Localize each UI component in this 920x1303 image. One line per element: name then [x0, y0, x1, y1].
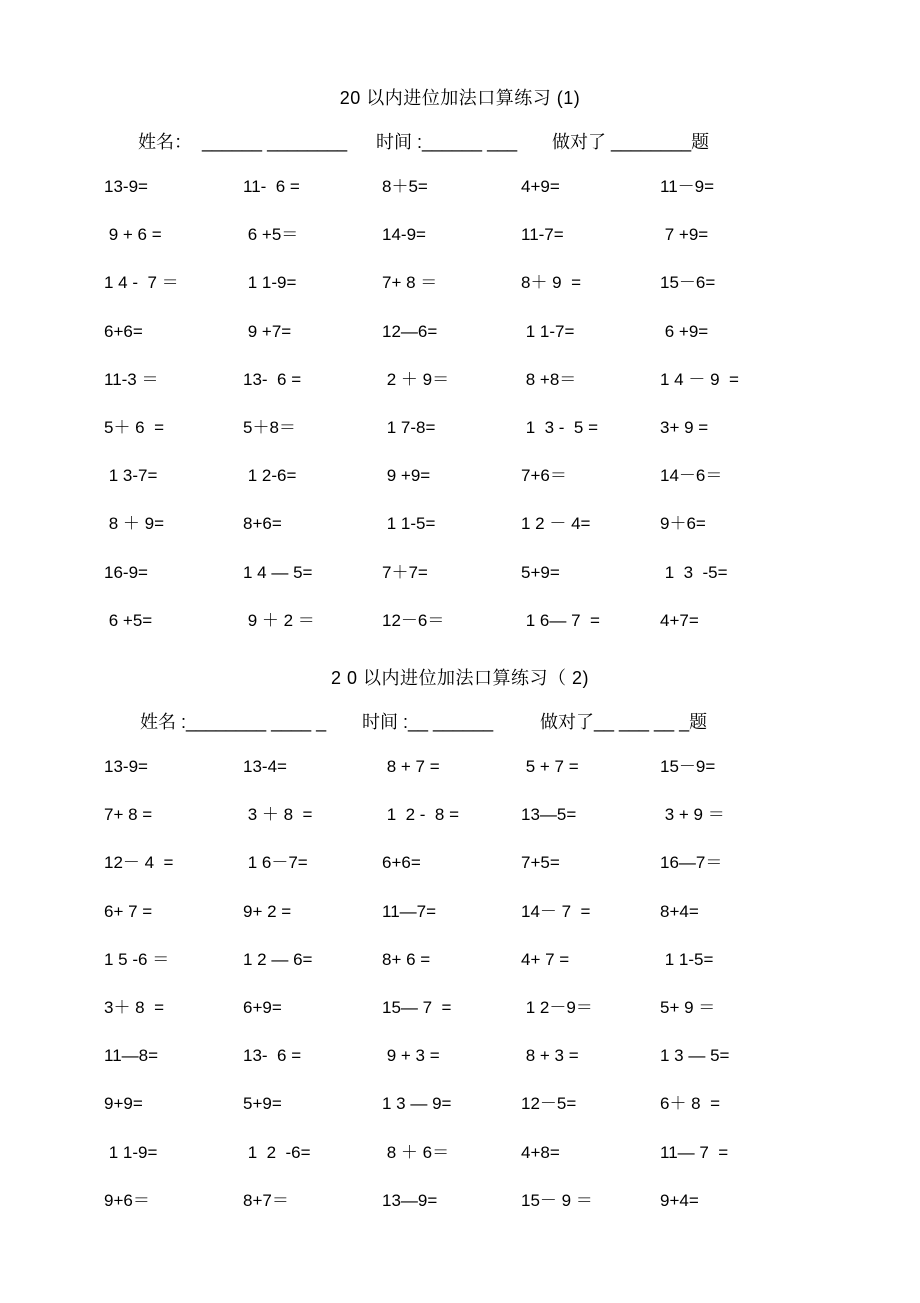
problem: 1 3-7=: [104, 466, 158, 486]
correct-count-field[interactable]: 做对了 ________题: [552, 132, 710, 152]
problem-row: [104, 1141, 804, 1189]
problem: 11-3 ＝: [104, 369, 159, 389]
problem: 13-9=: [104, 757, 148, 776]
problem: 8 + 3 =: [521, 1046, 579, 1066]
problem: 13-4=: [243, 757, 287, 776]
problem: 12－ 4 =: [104, 853, 174, 873]
problem: 6+ 7 =: [104, 901, 153, 921]
problem: 5+ 9 ＝: [660, 997, 716, 1017]
problem: 6 +5＝: [243, 225, 299, 245]
problem: 5 + 7 =: [521, 757, 579, 776]
problem: 6+6=: [382, 853, 421, 873]
problem: 5+9=: [243, 1094, 282, 1114]
problem: 15－6=: [660, 273, 716, 293]
problem: 5＋ 6 =: [104, 417, 165, 437]
problem: 1 5 -6 ＝: [104, 949, 170, 969]
problem-row: [104, 1092, 804, 1140]
problem: 8 +8＝: [521, 369, 577, 389]
problem: 9+9=: [104, 1094, 143, 1114]
worksheet-1: [0, 83, 920, 630]
problem-row: [104, 561, 804, 609]
time-field[interactable]: 时间 :______ ___: [376, 132, 518, 152]
problem: 9+6＝: [104, 1190, 150, 1210]
problem: 13—5=: [521, 805, 577, 825]
problem-row: [104, 416, 804, 464]
problem: 9+ 2 =: [243, 901, 292, 921]
problem: 1 2－9＝: [521, 997, 593, 1017]
problem: 8 ＋ 6＝: [382, 1142, 450, 1162]
problem-row: [104, 368, 804, 416]
name-field[interactable]: 姓名 :________ ____ _: [140, 712, 327, 732]
problem-row: [104, 609, 804, 657]
problem: 11— 7 =: [660, 1142, 729, 1162]
problem-row: [104, 320, 804, 368]
problem-row: [104, 223, 804, 271]
problem: 1 2 — 6=: [243, 949, 313, 969]
problem-row: [104, 996, 804, 1044]
problem: 11- 6 =: [243, 177, 300, 196]
problem-row: [104, 512, 804, 560]
problem: 5+9=: [521, 562, 560, 582]
problem: 16—7＝: [660, 853, 723, 873]
problem: 1 1-7=: [521, 321, 575, 341]
problem-row: [104, 803, 804, 851]
problem: 3＋ 8 =: [104, 997, 165, 1017]
problem-row: [104, 1044, 804, 1092]
problem: 14－ 7 =: [521, 901, 591, 921]
problem: 1 1-9=: [104, 1142, 158, 1162]
problem: 13-9=: [104, 177, 148, 196]
problem: 1 6－7=: [243, 853, 308, 873]
problem: 3 + 9 ＝: [660, 805, 725, 825]
problem: 14-9=: [382, 225, 426, 245]
problem: 5＋8＝: [243, 417, 296, 437]
problem: 15－ 9 ＝: [521, 1190, 593, 1210]
problem: 1 2 - 8 =: [382, 805, 460, 825]
problem: 1 4 － 9 =: [660, 369, 739, 389]
problem: 15－9=: [660, 757, 716, 776]
problem-grid: [104, 755, 804, 1237]
problem: 9 +9=: [382, 466, 431, 486]
problem: 1 2-6=: [243, 466, 297, 486]
problem-row: [104, 755, 804, 803]
student-info-line: [0, 707, 920, 737]
student-info-line: [0, 127, 920, 157]
problem: 11—8=: [104, 1046, 159, 1066]
problem: 7+5=: [521, 853, 560, 873]
problem: 1 1-9=: [243, 273, 297, 293]
problem: 7+ 8 =: [104, 805, 153, 825]
worksheet-title: 20 以内进位加法口算练习 (1): [339, 88, 581, 108]
problem: 12－6＝: [382, 610, 445, 630]
name-field[interactable]: 姓名： ______ ________: [138, 132, 348, 152]
problem: 16-9=: [104, 562, 148, 582]
problem: 1 1-5=: [382, 514, 436, 534]
problem: 6 +9=: [660, 321, 709, 341]
correct-count-field[interactable]: 做对了__ ___ __ _题: [540, 712, 708, 732]
problem: 1 2 － 4=: [521, 514, 591, 534]
problem: 1 3 - 5 =: [521, 417, 599, 437]
problem: 13—9=: [382, 1190, 438, 1210]
problem: 11－9=: [660, 177, 715, 196]
problem: 9 +7=: [243, 321, 292, 341]
problem: 7 +9=: [660, 225, 709, 245]
problem: 4+ 7 =: [521, 949, 570, 969]
problem: 12—6=: [382, 321, 438, 341]
problem: 7＋7=: [382, 562, 428, 582]
problem: 6+6=: [104, 321, 143, 341]
problem: 9 + 3 =: [382, 1046, 440, 1066]
worksheet-title: 2 0 以内进位加法口算练习（ 2): [330, 668, 590, 688]
problem: 9 ＋ 2 ＝: [243, 610, 315, 630]
problem: 8+4=: [660, 901, 699, 921]
problem: 4+8=: [521, 1142, 560, 1162]
problem-row: [104, 464, 804, 512]
problem: 8 ＋ 9=: [104, 514, 165, 534]
problem: 1 3 — 9=: [382, 1094, 452, 1114]
problem: 4+9=: [521, 177, 560, 196]
problem: 3 ＋ 8 =: [243, 805, 313, 825]
problem: 8+6=: [243, 514, 282, 534]
problem: 7+6＝: [521, 466, 567, 486]
problem: 8+ 6 =: [382, 949, 431, 969]
problem: 1 3 — 5=: [660, 1046, 730, 1066]
problem-row: [104, 948, 804, 996]
problem-row: [104, 851, 804, 899]
problem: 1 3 -5=: [660, 562, 728, 582]
problem: 1 1-5=: [660, 949, 714, 969]
problem: 9＋6=: [660, 514, 706, 534]
problem: 9+4=: [660, 1190, 699, 1210]
problem: 6 +5=: [104, 610, 153, 630]
problem: 11—7=: [382, 901, 437, 921]
problem-row: [104, 175, 804, 223]
problem: 11-7=: [521, 225, 564, 245]
problem: 2 ＋ 9＝: [382, 369, 450, 389]
problem: 12－5=: [521, 1094, 577, 1114]
problem: 7+ 8 ＝: [382, 273, 438, 293]
problem-row: [104, 900, 804, 948]
problem: 9 + 6 =: [104, 225, 162, 245]
problem: 1 7-8=: [382, 417, 436, 437]
problem: 1 2 -6=: [243, 1142, 311, 1162]
worksheet-2: [0, 663, 920, 1210]
problem: 8 + 7 =: [382, 757, 440, 776]
problem-grid: [104, 175, 804, 657]
time-field[interactable]: 时间 :__ ______: [362, 712, 494, 732]
problem: 1 6— 7 =: [521, 610, 600, 630]
problem: 8+7＝: [243, 1190, 289, 1210]
problem: 14－6＝: [660, 466, 723, 486]
problem: 8＋5=: [382, 177, 428, 196]
problem: 6＋ 8 =: [660, 1094, 721, 1114]
problem-row: [104, 271, 804, 319]
problem: 1 4 — 5=: [243, 562, 313, 582]
problem: 13- 6 =: [243, 1046, 302, 1066]
problem: 4+7=: [660, 610, 699, 630]
problem: 3+ 9 =: [660, 417, 709, 437]
problem-row: [104, 1189, 804, 1237]
problem: 6+9=: [243, 997, 282, 1017]
problem: 8＋ 9 =: [521, 273, 582, 293]
problem: 15— 7 =: [382, 997, 452, 1017]
problem: 1 4 - 7 ＝: [104, 273, 179, 293]
problem: 13- 6 =: [243, 369, 302, 389]
